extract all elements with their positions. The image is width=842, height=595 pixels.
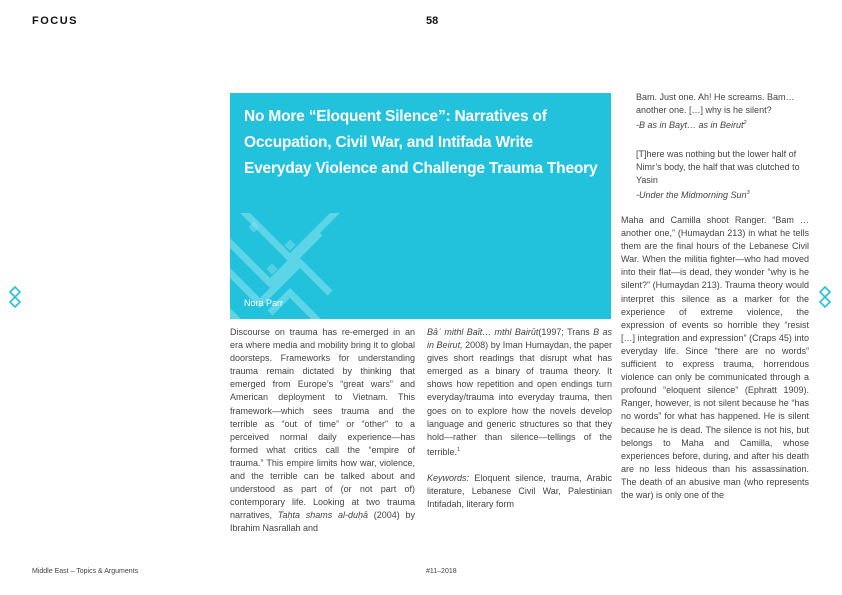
keywords-label: Keywords: (427, 472, 470, 483)
diamond-marker-icon (819, 286, 831, 308)
abstract-text: 2008) by Iman Humaydan, the paper gives short readings that disrupt what has emerged as a binary of trauma theory. It shows how repetition and open endings turn everyday/trauma into everyday trauma, then goes on to explore how the novels develop language and generic structures so that they hold—rather than silence—tellings of the terrible. (427, 340, 612, 457)
quote-source (636, 117, 812, 132)
novel-translation-title: B as in Beirut, (427, 327, 612, 351)
journal-name: Middle East – Topics & Arguments (32, 568, 139, 575)
author-name: Nora Parr (244, 298, 284, 308)
novel-title: Bāʾ mithl Baīt… mthl Bairūt (427, 327, 539, 337)
body-paragraph: Maha and Camilla shoot Ranger. “Bam … another one,” (Humaydan 213) in what he tells them are the final hours of the Lebanese Civil War. When the militia fighter—who had moved into their flat—is dead, they wonder “why is he silent?” (Humaydan 213). Trauma theory would interpret this silence as a marker for the experience of extreme violence, the expression of events so horrible they “resist […] integration and expression” (Craps 45) into everyday life. Since “there are no words” sufficient to express trauma, horrendous violence can only be communicated through a profound “eloquent silence” (Ephratt 1909). Ranger, however, is not silent because he “has no words” for what has happened. He is silent because he is dead. The silence is not his, but belongs to Maha and Camilla, whose experiences before, during, and after his death are no less hideous than his assassination. The death of an abusive man (who represents the war) is only one of the (621, 215, 809, 500)
article-title: No More “Eloquent Silence”: Narratives of Occupation, Civil War, and Intifada Write Everyday Violence and Challenge Trauma Theory (244, 108, 598, 177)
page-number: 58 (426, 15, 439, 27)
quote-text: [T]here was nothing but the lower half of Nimr’s body, the half that was clutched to Yasin (636, 149, 800, 186)
title-banner (230, 93, 611, 319)
footnote-ref: 3 (746, 190, 750, 197)
quote-text: Bam. Just one. Ah! He screams. Bam… another one. […] why is he silent? (636, 92, 795, 116)
quote-source (636, 187, 812, 202)
novel-title: Taḥta shams al-ḍuḥā (277, 510, 368, 521)
abstract-column-1 (230, 326, 415, 536)
issue-number: #11–2018 (426, 568, 457, 575)
diamond-marker-icon (9, 286, 21, 308)
quote-source-text: -B as in Bayt… as in Beirut (636, 120, 744, 131)
abstract-text: (2004) by Ibrahim Nasrallah and (230, 510, 415, 534)
section-label: FOCUS (32, 15, 78, 27)
body-column (621, 214, 809, 502)
abstract-column-2 (427, 326, 612, 511)
abstract-text: Discourse on trauma has re-emerged in an era where media and mobility bring it to global doorsteps. Frameworks for understanding trauma remain dictated by thinking that emerged from Europe’s “great wars” and American deployment to Vietnam. This framework—which sees trauma and the terrible as “out of time” or “other” to a perceived normal daily experience—has formed what critics call the “empire of trauma.” This empire limits how war, violence, and the terrible can be talked about and understood as part of (or not part of) contemporary life. Looking at two trauma narratives, (230, 327, 415, 521)
epigraph-quote (636, 148, 812, 202)
keywords-list: Eloquent silence, trauma, Arabic literature, Lebanese Civil War, Palestinian Intifadah, literary form (427, 472, 612, 510)
footnote-ref: 1 (457, 446, 461, 453)
abstract-text: (1997; Trans (538, 327, 590, 337)
footnote-ref: 2 (743, 120, 747, 127)
epigraph-quote (636, 91, 812, 132)
quote-source-text: -Under the Midmorning Sun (636, 190, 747, 201)
